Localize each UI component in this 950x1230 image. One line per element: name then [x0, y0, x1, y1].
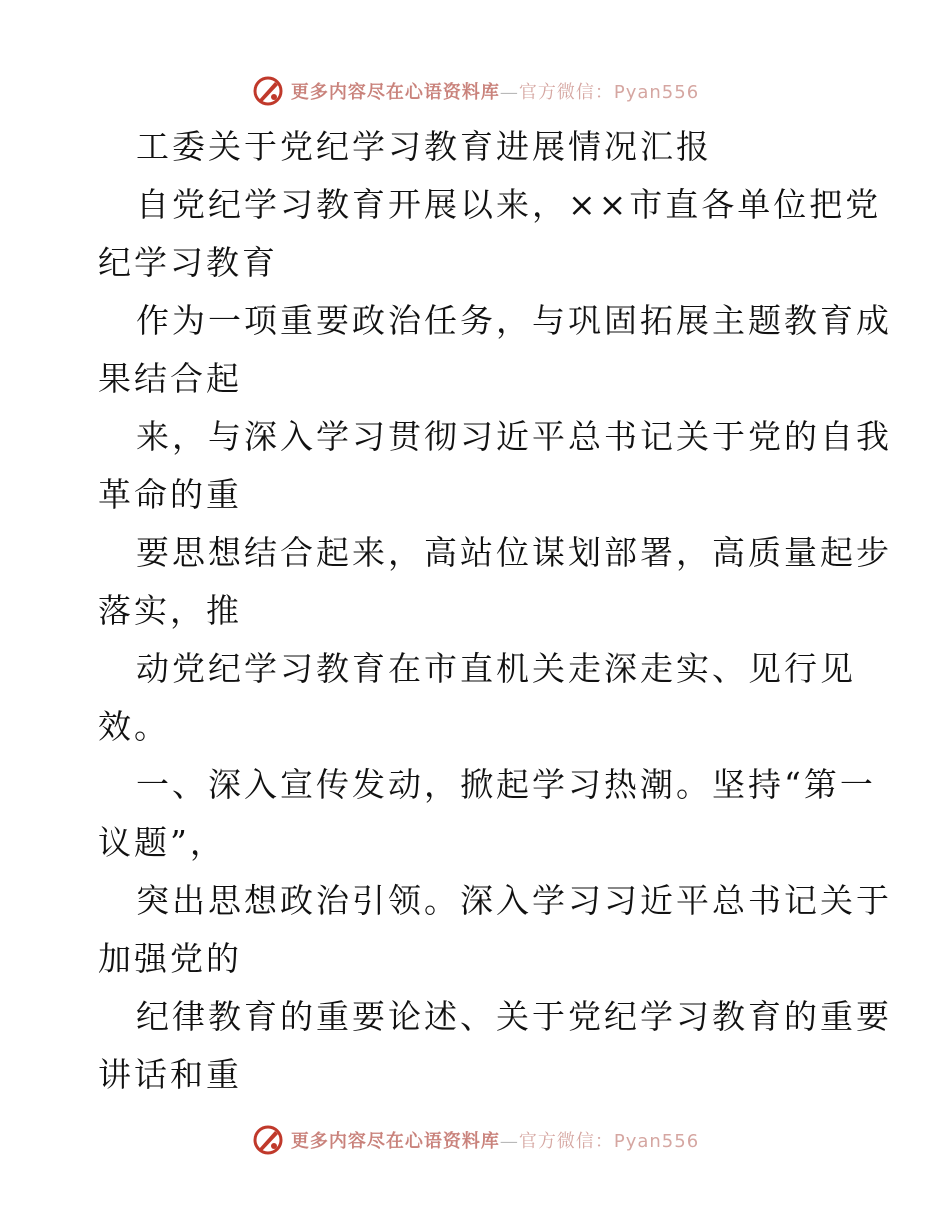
text-line: 果结合起 — [98, 359, 242, 398]
footer-banner-separator: — — [499, 1131, 519, 1152]
text-line: 议题”， — [98, 823, 226, 862]
text-line: 要思想结合起来，高站位谋划部署，高质量起步 — [136, 533, 892, 572]
text-line: 革命的重 — [98, 475, 242, 514]
text-line: 落实，推 — [98, 591, 242, 630]
brush-logo-icon — [251, 1123, 285, 1157]
text-line: 作为一项重要政治任务，与巩固拓展主题教育成 — [136, 301, 892, 340]
header-banner-text — [291, 78, 699, 104]
text-line: 自党纪学习教育开展以来，××市直各单位把党 — [136, 185, 882, 224]
text-line: 纪学习教育 — [98, 243, 278, 282]
header-banner-contact: 官方微信：Pyan556 — [518, 82, 700, 103]
footer-banner-contact: 官方微信：Pyan556 — [518, 1131, 700, 1152]
header-banner-title: 更多内容尽在心语资料库 — [290, 82, 500, 103]
document-body — [98, 118, 892, 1104]
text-line: 加强党的 — [98, 939, 242, 978]
text-line: 纪律教育的重要论述、关于党纪学习教育的重要 — [136, 997, 892, 1036]
footer-watermark-banner — [0, 1120, 950, 1160]
document-title: 工委关于党纪学习教育进展情况汇报 — [136, 127, 712, 166]
footer-banner-text — [291, 1127, 699, 1153]
text-line: 动党纪学习教育在市直机关走深走实、见行见 — [136, 649, 856, 688]
text-line: 讲话和重 — [98, 1055, 242, 1094]
text-line: 效。 — [98, 707, 170, 746]
brush-logo-icon — [251, 74, 285, 108]
text-line: 来，与深入学习贯彻习近平总书记关于党的自我 — [136, 417, 892, 456]
section-heading-line: 一、深入宣传发动，掀起学习热潮。坚持“第一 — [136, 765, 876, 804]
header-banner-separator: — — [499, 82, 519, 103]
header-watermark-banner — [0, 71, 950, 111]
footer-banner-title: 更多内容尽在心语资料库 — [290, 1131, 500, 1152]
text-line: 突出思想政治引领。深入学习习近平总书记关于 — [136, 881, 892, 920]
